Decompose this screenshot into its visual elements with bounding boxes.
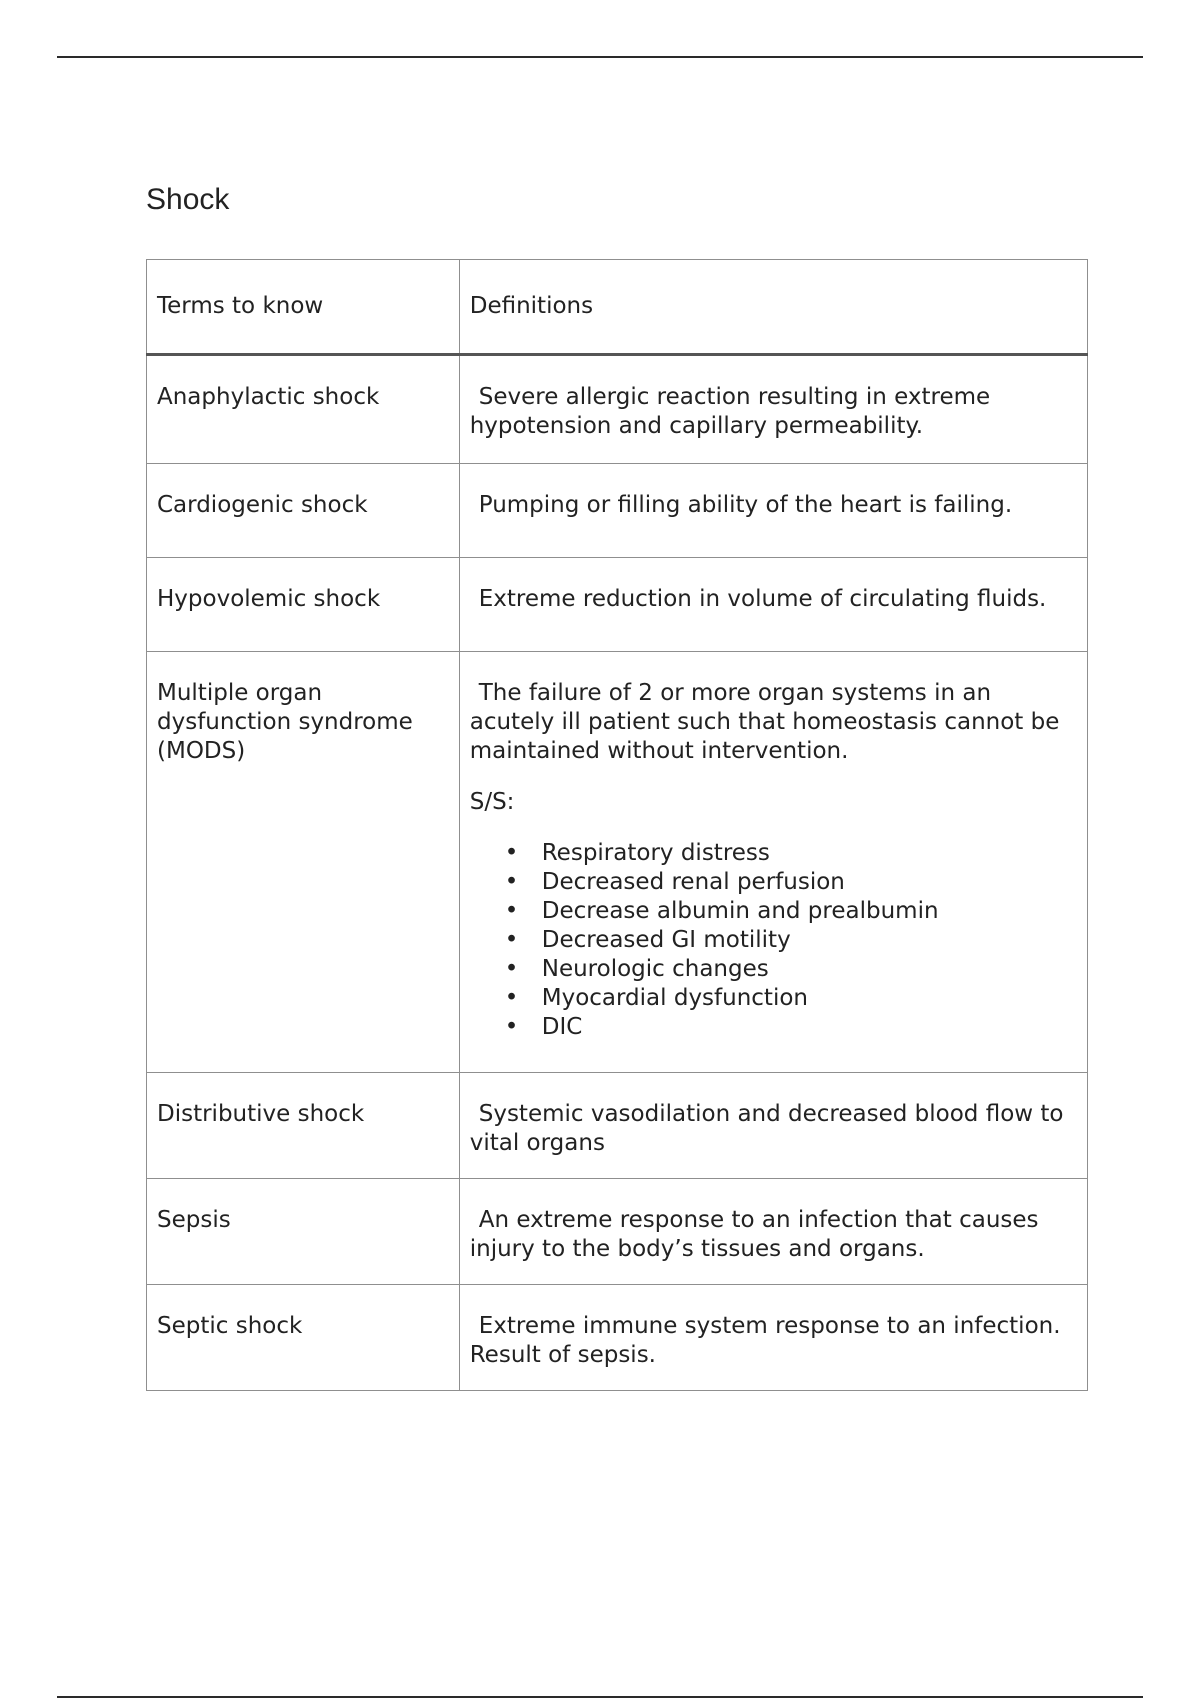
list-item: • DIC [542,1013,1077,1042]
term-text: Cardiogenic shock [157,492,368,518]
definition-cell [459,652,1087,1073]
definition-cell [459,464,1087,558]
term-text: Anaphylactic shock [157,384,380,410]
page-title: Shock [146,183,230,216]
table-row [147,1073,1088,1179]
column-header-terms: Terms to know [147,260,460,355]
signs-symptoms-label: S/S: [469,789,515,815]
definition-cell [459,1179,1087,1285]
definition-text: Systemic vasodilation and decreased blood flow to vital organs [469,1101,1064,1156]
footer-rule [57,1696,1143,1698]
term-cell [147,652,460,1073]
definition-text: Pumping or filling ability of the heart is failing. [478,492,1013,518]
definition-text: An extreme response to an infection that causes injury to the body’s tissues and organs. [469,1207,1039,1262]
list-item: • Respiratory distress [542,839,1077,868]
term-cell [147,464,460,558]
column-header-definitions: Definitions [459,260,1087,355]
signs-symptoms-list [470,839,1077,1042]
table-row [147,558,1088,652]
list-item: • Neurologic changes [542,955,1077,984]
definition-text: Extreme reduction in volume of circulating fluids. [478,586,1047,612]
list-item: • Decreased GI motility [542,926,1077,955]
table-header-row [147,260,1088,355]
definition-cell [459,558,1087,652]
definition-cell [459,1285,1087,1391]
definition-cell [459,1073,1087,1179]
definition-text: Extreme immune system response to an infection. Result of sepsis. [469,1313,1061,1368]
definition-cell [459,355,1087,464]
term-cell [147,1285,460,1391]
terms-table [146,259,1088,1391]
table-row [147,464,1088,558]
term-text: Hypovolemic shock [157,586,381,612]
list-item: • Decrease albumin and prealbumin [542,897,1077,926]
table-row [147,1285,1088,1391]
term-text: Septic shock [157,1313,303,1339]
table-row [147,355,1088,464]
term-text: Distributive shock [157,1101,365,1127]
term-text: Sepsis [157,1207,231,1233]
table-row [147,1179,1088,1285]
table-row [147,652,1088,1073]
term-cell [147,558,460,652]
definition-text: Severe allergic reaction resulting in extreme hypotension and capillary permeability. [469,384,991,439]
list-item: • Myocardial dysfunction [542,984,1077,1013]
header-rule [57,56,1143,58]
list-item: • Decreased renal perfusion [542,868,1077,897]
term-cell [147,1073,460,1179]
term-cell [147,355,460,464]
definition-text: The failure of 2 or more organ systems in an acutely ill patient such that homeostasis cannot be maintained without intervention. [469,680,1060,764]
term-cell [147,1179,460,1285]
term-text: Multiple organ dysfunction syndrome (MODS) [157,680,413,764]
